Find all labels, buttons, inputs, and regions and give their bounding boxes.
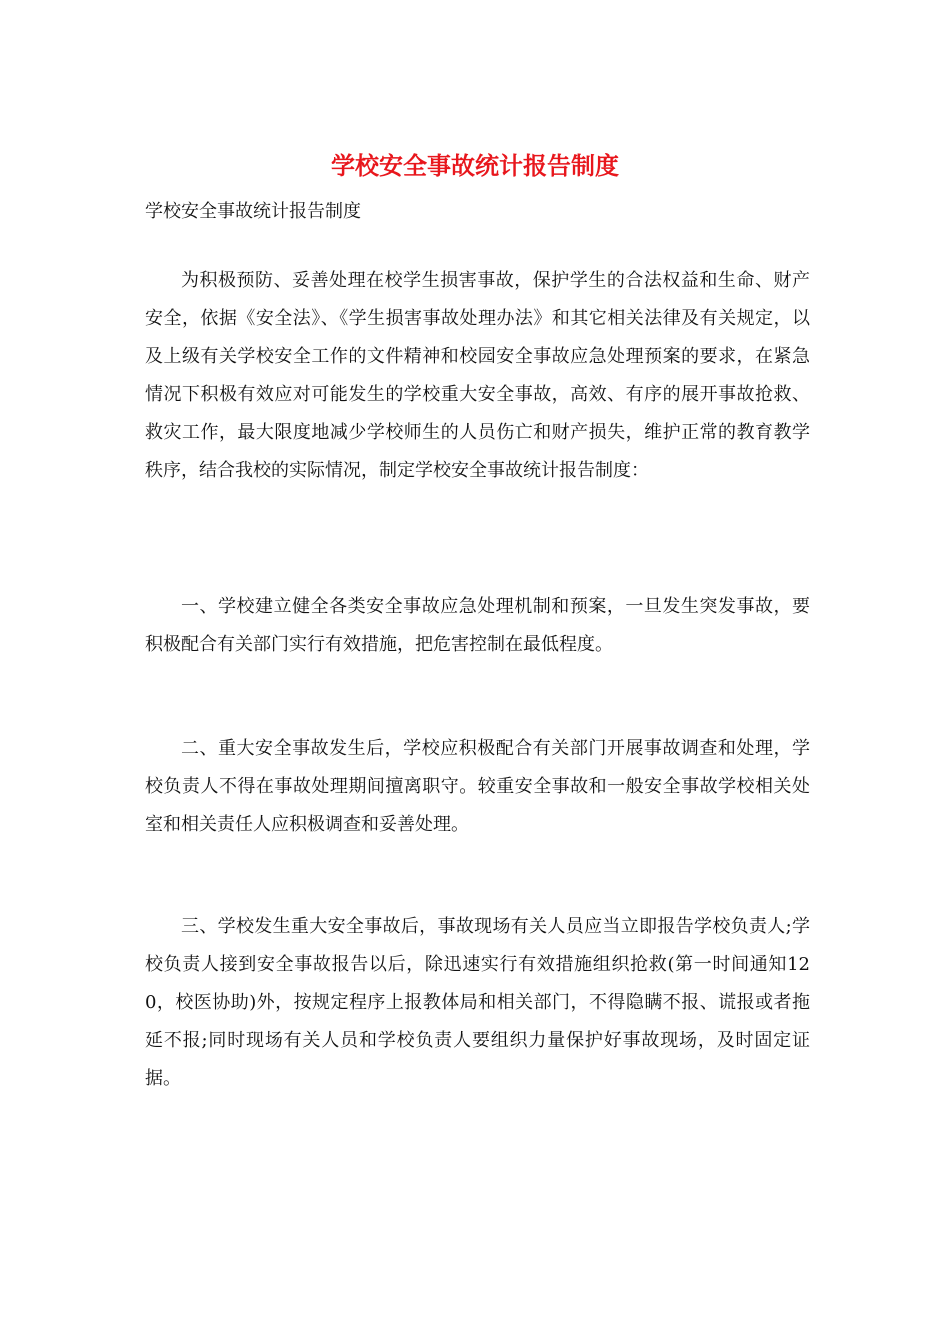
paragraph-item-one: 一、学校建立健全各类安全事故应急处理机制和预案，一旦发生突发事故，要积极配合有关部门实行有效措施，把危害控制在最低程度。 bbox=[145, 596, 810, 655]
paragraph-item-two: 二、重大安全事故发生后，学校应积极配合有关部门开展事故调查和处理，学校负责人不得在事故处理期间擅离职守。较重安全事故和一般安全事故学校相关处室和相关责任人应积极调查和妥善处理。 bbox=[145, 738, 810, 835]
paragraph-item-three: 三、学校发生重大安全事故后，事故现场有关人员应当立即报告学校负责人;学校负责人接到安全事故报告以后，除迅速实行有效措施组织抢救(第一时间通知120，校医协助)外，按规定程序上报教体局和相关部门，不得隐瞒不报、谎报或者拖延不报;同时现场有关人员和学校负责人要组织力量保护好事故现场，及时固定证据。 bbox=[145, 916, 810, 1089]
paragraph-intro: 为积极预防、妥善处理在校学生损害事故，保护学生的合法权益和生命、财产安全，依据《安全法》、《学生损害事故处理办法》和其它相关法律及有关规定，以及上级有关学校安全工作的文件精神和校园安全事故应急处理预案的要求，在紧急情况下积极有效应对可能发生的学校重大安全事故，高效、有序的展开事故抢救、救灾工作，最大限度地减少学校师生的人员伤亡和财产损失，维护正常的教育教学秩序，结合我校的实际情况，制定学校安全事故统计报告制度： bbox=[145, 270, 810, 481]
document-subtitle: 学校安全事故统计报告制度 bbox=[145, 201, 361, 222]
document-title: 学校安全事故统计报告制度 bbox=[331, 152, 619, 180]
